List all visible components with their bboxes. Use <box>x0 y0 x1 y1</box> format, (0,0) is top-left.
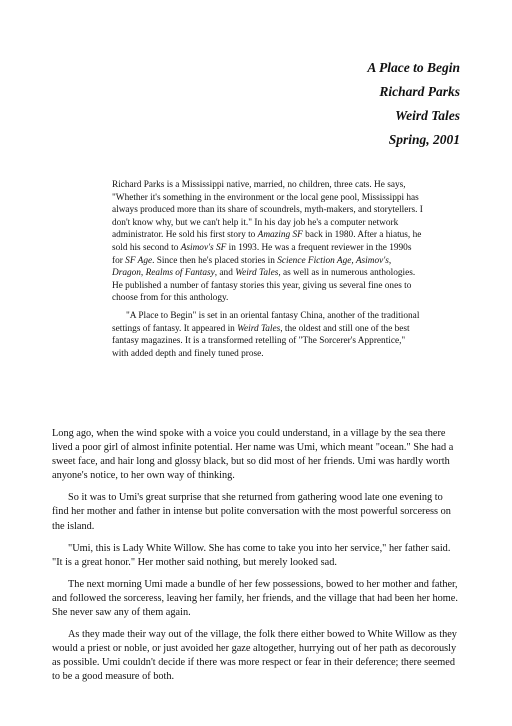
intro-text: in 1993. He was a frequent reviewer in the 1990s for <box>112 242 412 266</box>
story-paragraph: As they made their way out of the village, the folk there either bowed to White Willow as they would a priest or noble, or just avoided her gaze altogether, hurrying out of her path as decorously as possible. Umi couldn't decide if there was more respect or fear in their deference; there seemed to be a good measure of both. <box>52 629 457 683</box>
magazine-title: Amazing SF <box>257 230 303 241</box>
title-block <box>367 56 460 152</box>
intro-text: . Since then he's placed stories in <box>152 255 278 266</box>
intro-text: , and <box>214 268 236 279</box>
story-body <box>52 427 460 685</box>
magazine-title: Science Fiction Age, Asimov's, Dragon, Realms of Fantasy <box>112 255 392 279</box>
story-paragraph: The next morning Umi made a bundle of her few possessions, bowed to her mother and father, and followed the sorceress, leaving her family, her friends, and the village that had been her home. She never saw any of them again. <box>52 578 458 619</box>
story-title: A Place to Begin <box>367 60 460 75</box>
intro-text: Richard Parks is a Mississippi native, married, no children, three cats. He says, "Whether it's something in the environment or the local gene pool, Mississippi has always produced more than its share of scoundrels, myth-makers, and storytellers. I don't know why, but we can't help it." In his day job he's a computer network administrator. He sold his first story to <box>112 180 423 241</box>
intro-text: "A Place to Begin" is set in an oriental fantasy China, another of the traditional settings of fantasy. It appeared in <box>112 310 420 334</box>
magazine-title: SF Age <box>125 255 153 266</box>
intro-paragraph-2 <box>112 310 424 360</box>
magazine-title: Weird Tales <box>237 323 281 334</box>
story-paragraph: "Umi, this is Lady White Willow. She has come to take you into her service," her father said. "It is a great honor." Her mother said nothing, but merely looked sad. <box>52 542 451 568</box>
author-name: Richard Parks <box>379 84 460 99</box>
publication-date: Spring, 2001 <box>388 132 460 147</box>
magazine-title: Asimov's SF <box>180 242 227 253</box>
publication-name: Weird Tales <box>395 108 460 123</box>
author-intro <box>112 179 424 360</box>
intro-paragraph-1 <box>112 179 424 305</box>
story-paragraph: So it was to Umi's great surprise that she returned from gathering wood late one evening to find her mother and father in intense but polite conversation with the most powerful sorceress on the island. <box>52 492 451 532</box>
intro-text: back in 1980. After a hiatus, he sold his second to <box>112 230 422 253</box>
intro-text: , as well as in numerous anthologies. He published a number of fantasy stories this year, giving us several fine ones to choose from for this anthology. <box>112 268 416 304</box>
intro-text: , the oldest and still one of the best fantasy magazines. It is a transformed retelling of "The Sorcerer's Apprentice," with added depth and finely tuned prose. <box>112 323 410 359</box>
story-paragraph: Long ago, when the wind spoke with a voice you could understand, in a village by the sea there lived a poor girl of almost infinite potential. Her name was Umi, which meant "ocean." She had a sweet face, and hair long and glossy black, but so did most of her friends. Umi was hardly worth anyone's notice, to her own way of thinking. <box>52 428 454 482</box>
magazine-title: Weird Tales <box>235 268 279 279</box>
